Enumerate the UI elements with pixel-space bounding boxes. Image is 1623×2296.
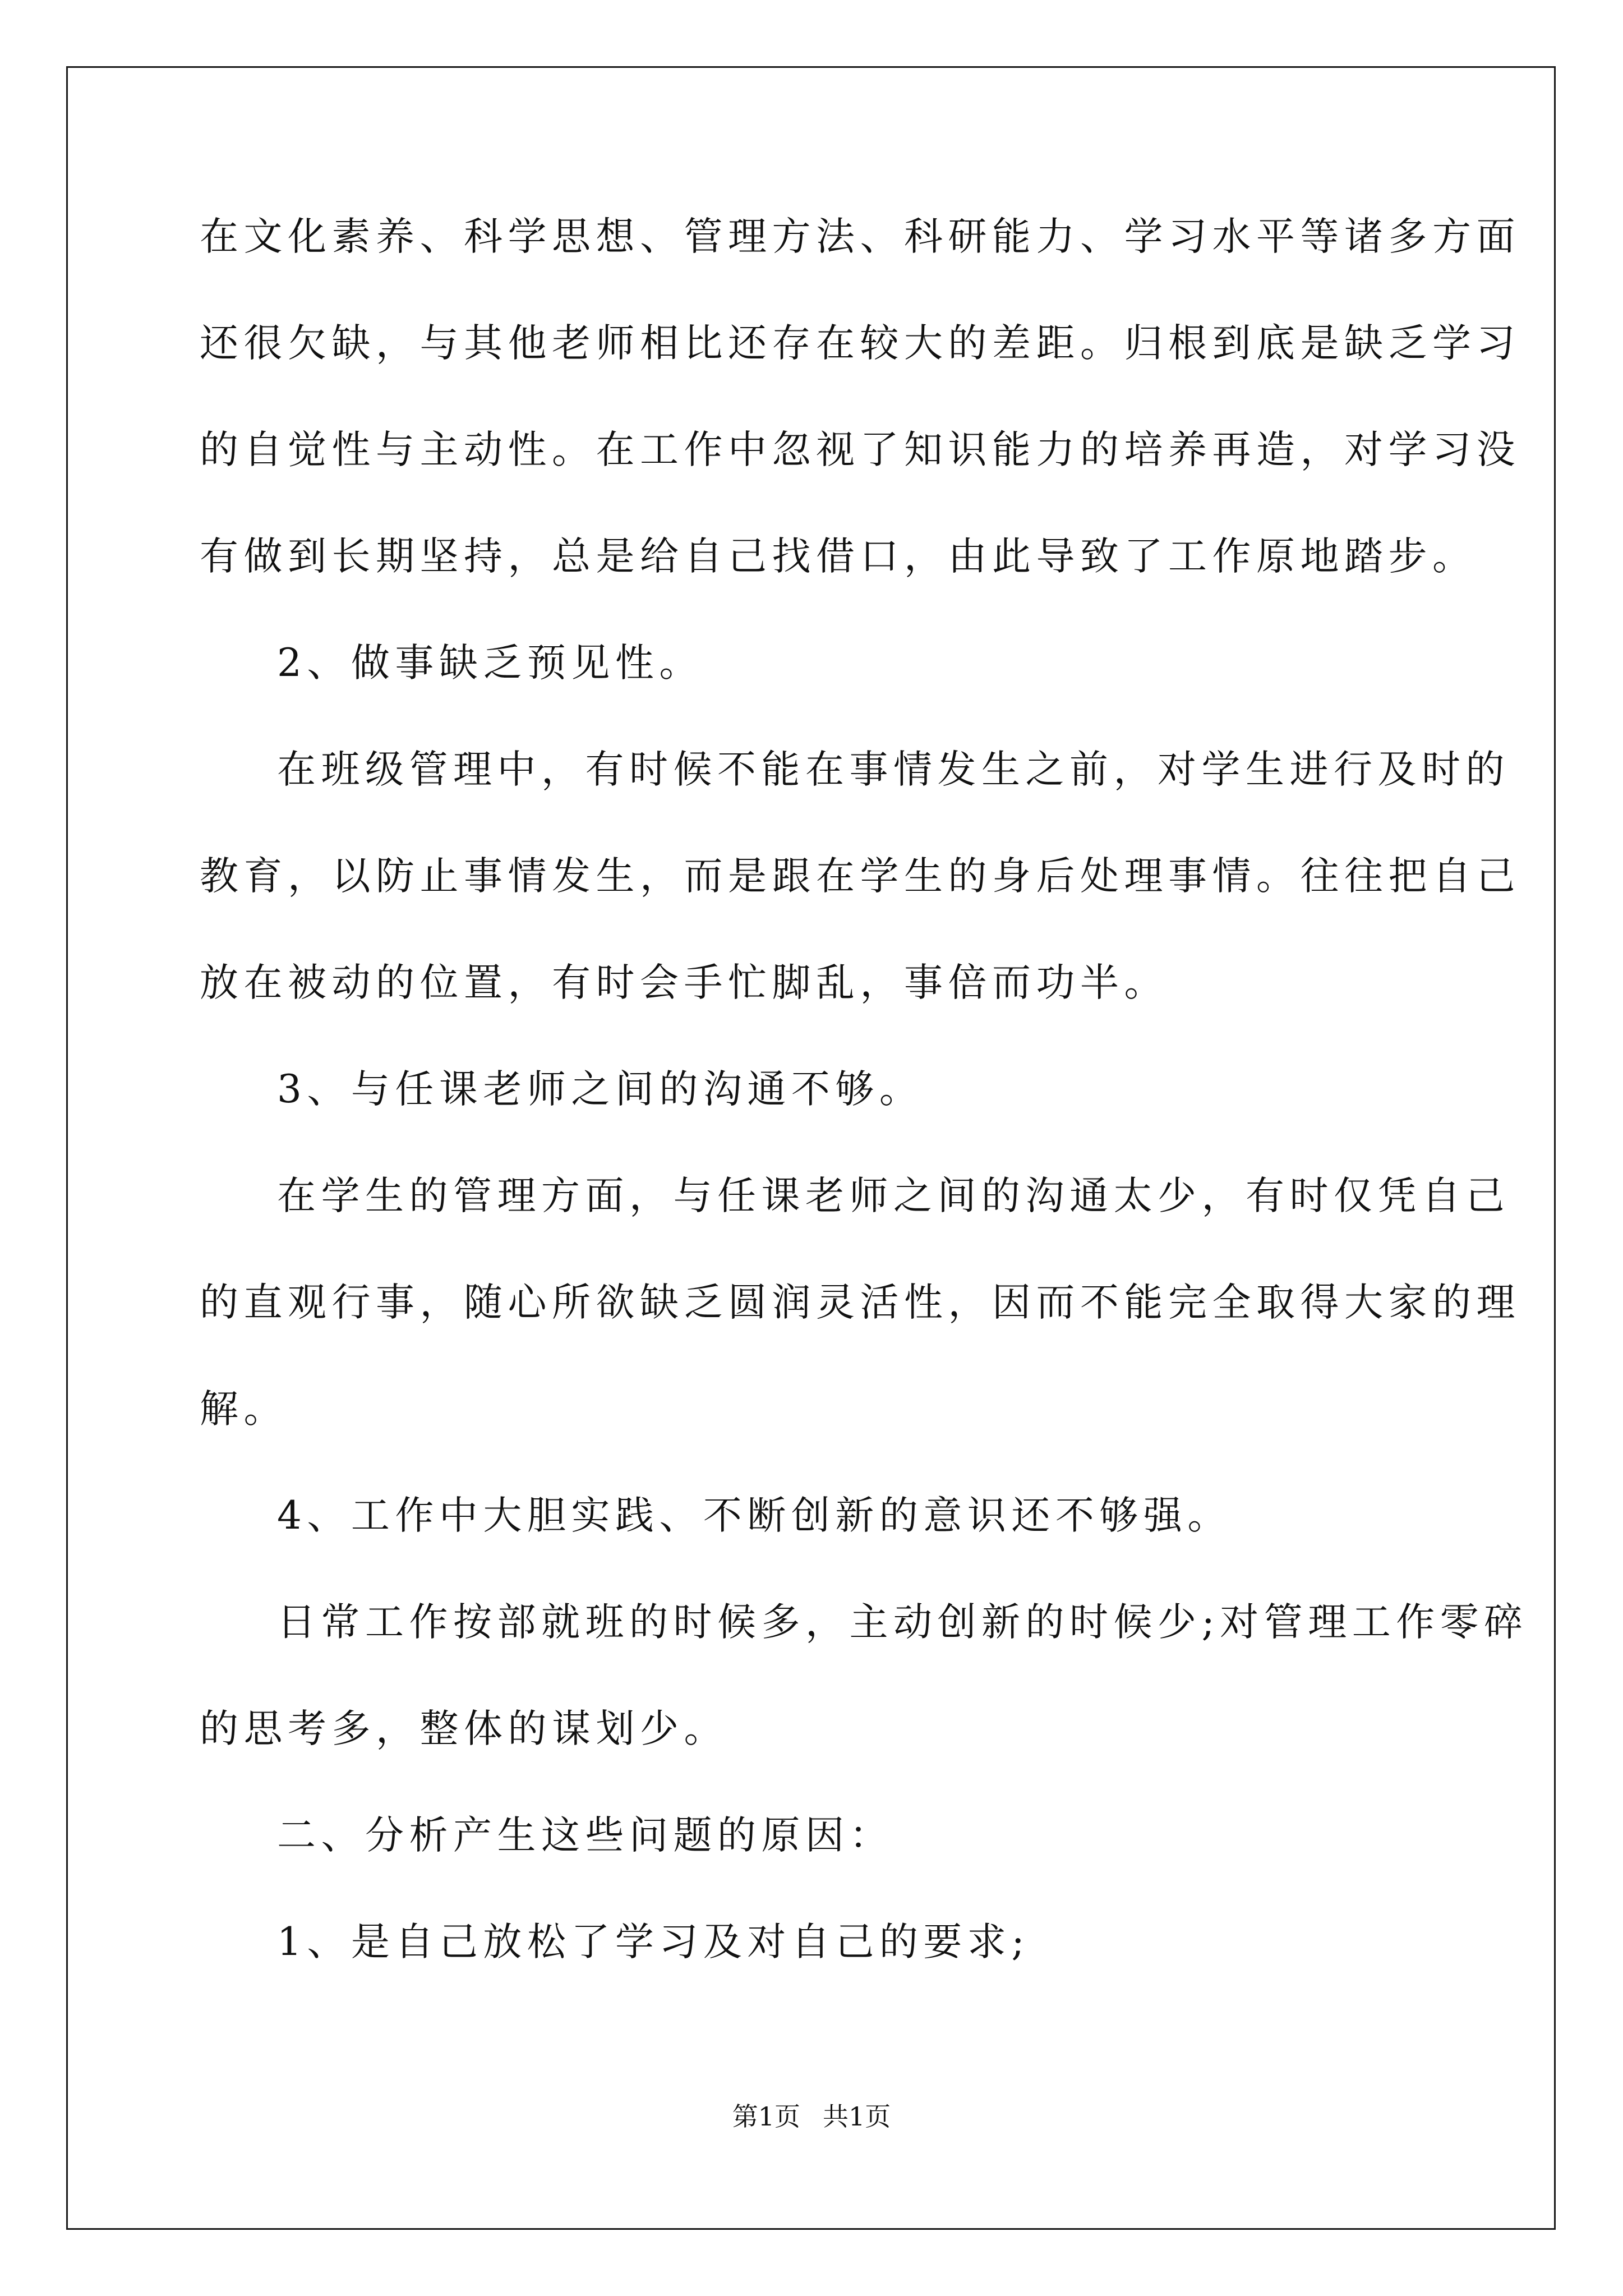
paragraph-line: 在学生的管理方面，与任课老师之间的沟通太少，有时仅凭自己 — [277, 1174, 1510, 1218]
section-heading: 二、分析产生这些问题的原因： — [277, 1813, 893, 1858]
paragraph-line: 的直观行事，随心所欲缺乏圆润灵活性，因而不能完全取得大家的理 — [200, 1280, 1520, 1325]
paragraph-line: 在文化素养、科学思想、管理方法、科研能力、学习水平等诸多方面 — [200, 214, 1520, 259]
paragraph-line: 有做到长期坚持，总是给自己找借口，由此导致了工作原地踏步。 — [200, 534, 1477, 579]
paragraph-line: 日常工作按部就班的时候多，主动创新的时候少;对管理工作零碎 — [277, 1600, 1528, 1645]
paragraph-line: 的思考多，整体的谋划少。 — [200, 1706, 728, 1751]
section-heading: 2、做事缺乏预见性。 — [277, 641, 703, 685]
paragraph-line: 1、是自己放松了学习及对自己的要求; — [277, 1920, 1030, 1964]
page-number-current: 第1页 — [732, 2101, 800, 2132]
paragraph-line: 还很欠缺，与其他老师相比还存在较大的差距。归根到底是缺乏学习 — [200, 321, 1520, 366]
section-heading: 3、与任课老师之间的沟通不够。 — [277, 1067, 924, 1112]
paragraph-line: 的自觉性与主动性。在工作中忽视了知识能力的培养再造，对学习没 — [200, 427, 1520, 472]
page-footer — [0, 2101, 1623, 2132]
page-number-total: 共1页 — [823, 2101, 891, 2132]
paragraph-line: 放在被动的位置，有时会手忙脚乱，事倍而功半。 — [200, 960, 1168, 1005]
page-border — [66, 66, 1556, 2230]
section-heading: 4、工作中大胆实践、不断创新的意识还不够强。 — [277, 1493, 1232, 1538]
paragraph-line: 解。 — [200, 1387, 288, 1432]
paragraph-line: 在班级管理中，有时候不能在事情发生之前，对学生进行及时的 — [277, 747, 1510, 792]
paragraph-line: 教育，以防止事情发生，而是跟在学生的身后处理事情。往往把自己 — [200, 854, 1520, 899]
